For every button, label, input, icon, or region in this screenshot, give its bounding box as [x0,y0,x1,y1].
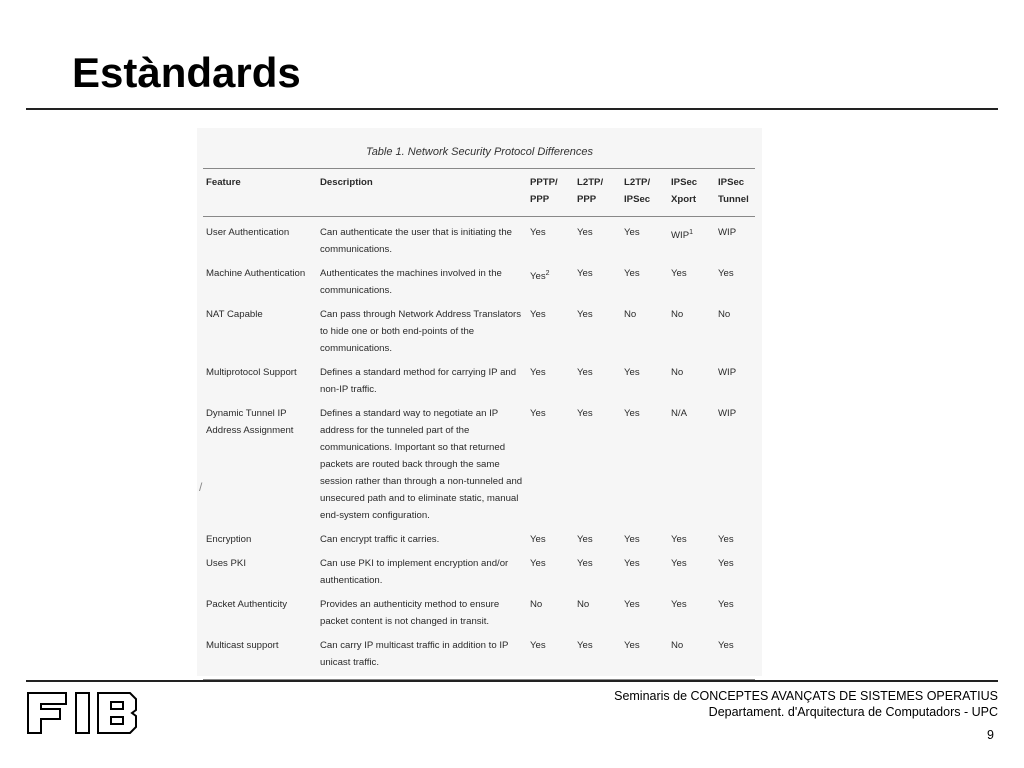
footnote-marker: 2 [545,270,550,277]
cell-description: Defines a standard way to negotiate an IP address for the tunneled part of the communications. Important so that returned packets are routed back through the same session rather than through a non-tunneled and unsecured path and to eliminate static, manual end-system configuration. [320,408,523,521]
cell-description: Provides an authenticity method to ensure packet content is not changed in transit. [320,599,500,627]
cell-value: No [577,599,590,610]
page-number: 9 [987,728,994,742]
cell-value: Yes [624,599,640,610]
cell-value: WIP [718,227,737,238]
cell-value: Yes [624,558,640,569]
scanned-table-image [197,128,762,676]
cell-value: No [671,309,684,320]
cell-description: Can authenticate the user that is initiating the communications. [320,227,512,255]
footnote-marker: 1 [689,229,694,236]
cell-value: Yes [577,227,593,238]
footer-credits [614,688,998,720]
cell-feature: Multicast support [203,630,317,680]
cell-value: Yes [577,558,593,569]
header-ipsec-xport: IPSec Xport [668,169,715,217]
cell-value: Yes [624,408,640,419]
cell-value: Yes [621,630,668,680]
scan-artifact-mark: / [199,480,203,494]
cell-value: N/A [671,408,687,419]
title-divider [26,108,998,110]
footer-divider [26,680,998,682]
table-header-row [203,169,755,217]
cell-value: No [668,630,715,680]
header-description: Description [317,169,527,217]
cell-value: Yes [671,268,687,279]
fib-logo [26,690,138,736]
table-row [203,217,755,259]
cell-value: Yes [577,367,593,378]
cell-value: Yes [624,227,640,238]
footer-department: Departament. d'Arquitectura de Computadors - UPC [708,705,998,719]
cell-value: Yes [624,367,640,378]
cell-value: Yes [624,268,640,279]
header-l2tp-ppp: L2TP/ PPP [574,169,621,217]
cell-value: WIP [718,367,737,378]
cell-description: Defines a standard method for carrying IP and non-IP traffic. [320,367,517,395]
table-row [203,258,755,299]
cell-value: Yes [671,534,687,545]
cell-value: Yes [530,227,546,238]
cell-value: WIP [718,408,737,419]
cell-value: Yes [671,558,687,569]
cell-value: Yes [577,534,593,545]
cell-value: WIP$^1$ [671,229,694,242]
cell-value: Yes$^2$ [530,270,550,283]
cell-description: Can carry IP multicast traffic in addition to IP unicast traffic. [317,630,527,680]
cell-description: Can pass through Network Address Translators to hide one or both end-points of the communications. [320,309,522,354]
cell-feature: Uses PKI [206,558,246,569]
table-row [203,548,755,589]
table-row [203,357,755,398]
cell-value: Yes [577,268,593,279]
footer-course-name: Seminaris de CONCEPTES AVANÇATS DE SISTEMES OPERATIUS [614,689,998,703]
cell-value: Yes [624,534,640,545]
table-row [203,398,755,524]
cell-value: Yes [577,408,593,419]
cell-value: Yes [527,630,574,680]
cell-value: No [530,599,543,610]
cell-value: Yes [715,630,755,680]
header-l2tp-ipsec: L2TP/ IPSec [621,169,668,217]
cell-feature: Multiprotocol Support [206,367,297,378]
slide-title: Estàndards [72,49,301,96]
cell-feature: Dynamic Tunnel IP Address Assignment [206,408,294,436]
table-caption: Table 1. Network Security Protocol Differences [365,146,594,158]
cell-value: Yes [574,630,621,680]
protocol-table [203,168,755,680]
cell-feature: Machine Authentication [206,268,306,279]
cell-value: Yes [718,534,734,545]
cell-value: Yes [671,599,687,610]
header-ipsec-tunnel: IPSec Tunnel [715,169,755,217]
cell-value: Yes [530,534,546,545]
header-pptp-ppp: PPTP/ PPP [527,169,574,217]
cell-description: Authenticates the machines involved in the communications. [320,268,502,296]
cell-value: No [671,367,684,378]
cell-value: No [718,309,731,320]
cell-feature: User Authentication [206,227,290,238]
cell-description: Can use PKI to implement encryption and/or authentication. [320,558,509,586]
cell-value: Yes [577,309,593,320]
cell-feature: Packet Authenticity [206,599,288,610]
cell-value: Yes [718,599,734,610]
cell-value: Yes [530,367,546,378]
cell-value: No [624,309,637,320]
table-row [203,299,755,357]
cell-feature: NAT Capable [206,309,263,320]
cell-value: Yes [530,309,546,320]
cell-feature: Encryption [206,534,252,545]
header-feature: Feature [203,169,317,217]
cell-value: Yes [530,558,546,569]
cell-description: Can encrypt traffic it carries. [320,534,440,545]
table-row [203,589,755,630]
table-row [203,630,755,680]
cell-value: Yes [718,558,734,569]
table-row [203,524,755,548]
cell-value: Yes [718,268,734,279]
cell-value: Yes [530,408,546,419]
